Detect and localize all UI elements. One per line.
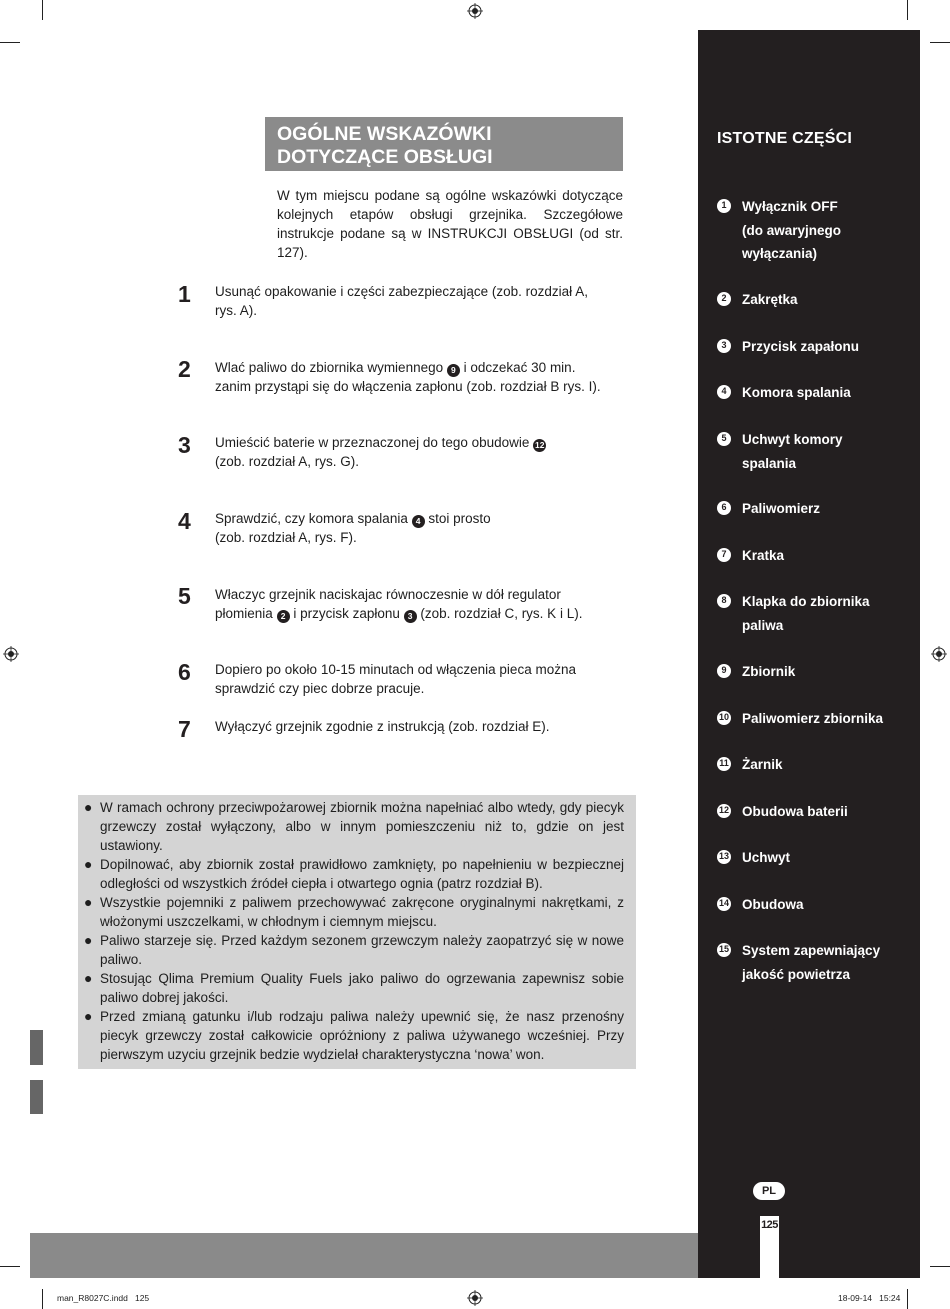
list-item [84, 1007, 624, 1064]
part-label-line: paliwa [742, 617, 784, 633]
page-title [265, 117, 623, 171]
step-line-text: stoi prosto [428, 511, 491, 526]
step-line-text: Sprawdzić, czy komora spalania [215, 511, 408, 526]
part-label [742, 335, 859, 359]
part-label-line: System zapewniający [742, 943, 881, 958]
step-line-text: Umieścić baterie w przeznaczonej do tego obudowie [215, 435, 530, 450]
sidebar-part-item [717, 381, 917, 405]
crop-mark [930, 42, 950, 43]
crop-mark [0, 1266, 20, 1267]
step-line: Usunąć opakowanie i części zabezpieczające (zob. rozdział A, [215, 284, 588, 299]
part-number-icon: 12 [717, 804, 731, 818]
sidebar-part-item [717, 707, 917, 731]
step-line-text: płomienia [215, 606, 273, 621]
note-text: Przed zmianą gatunku i/lub rodzaju paliwa należy upewnić się, że nasz przenośny piecyk grzewczy został całkowicie opróżniony z paliwa używanego wcześniej. Przy pierwszym uzyciu grzejnik bedzie wydzielał charakterystyczna ‘nowa’ won. [100, 1009, 624, 1062]
part-number-icon: 2 [717, 292, 731, 306]
part-label-line: Przycisk zapałonu [742, 339, 860, 354]
part-label [742, 195, 841, 266]
bullet-icon: ● [84, 932, 93, 948]
part-number-icon: 7 [717, 548, 731, 562]
part-label [742, 893, 804, 917]
step-line-text: i odczekać 30 min. [463, 360, 576, 375]
part-label-line: spalania [742, 455, 797, 471]
side-tab-marker [30, 1080, 43, 1114]
sidebar-part-item [717, 939, 917, 986]
part-label-line: Obudowa [742, 897, 804, 912]
crop-mark [930, 1266, 950, 1267]
part-label-line: jakość powietrza [742, 966, 851, 982]
crop-mark [907, 1289, 908, 1309]
step-text [215, 509, 625, 547]
sidebar-part-item [717, 753, 917, 777]
step-number: 4 [178, 508, 191, 534]
part-number-icon: 4 [717, 385, 731, 399]
part-label-line: Kratka [742, 548, 785, 563]
intro-paragraph: W tym miejscu podane są ogólne wskazówki dotyczące kolejnych etapów obsługi grzejnika. Szczegółowe instrukcje podane są w INSTRUKCJI OBSŁUGI (od str. 127). [277, 188, 623, 260]
crop-mark [0, 42, 20, 43]
step-line: (zob. rozdział A, rys. G). [215, 454, 360, 469]
part-label-line: Paliwomierz zbiornika [742, 711, 884, 726]
registration-mark-icon [3, 646, 19, 662]
step-line: zanim przystąpi się do włączenia zapłonu (zob. rozdział B rys. I). [215, 379, 601, 394]
safety-notes-list [78, 795, 636, 1064]
sidebar-title: ISTOTNE CZĘŚCI [717, 130, 852, 147]
part-reference-icon: 2 [277, 610, 290, 623]
bullet-icon: ● [84, 1008, 93, 1024]
step-line-text: (zob. rozdział C, rys. K i L). [420, 606, 583, 621]
step-text [215, 433, 625, 471]
part-number-icon: 6 [717, 501, 731, 515]
part-number-icon: 9 [717, 664, 731, 678]
step-line: Wyłączyć grzejnik zgodnie z instrukcją (zob. rozdział E). [215, 719, 550, 734]
step-number: 5 [178, 583, 191, 609]
part-reference-icon: 12 [534, 440, 545, 450]
sidebar-part-item [717, 660, 917, 684]
crop-mark [42, 1289, 43, 1309]
step-number: 6 [178, 659, 191, 685]
sidebar-part-item [717, 893, 917, 917]
part-label-line: Zbiornik [742, 664, 796, 679]
list-item [84, 969, 624, 1007]
date-slug: 18-09-14 15:24 [838, 1293, 901, 1303]
step-number: 2 [178, 356, 191, 382]
step-line: Właczyc grzejnik naciskajac równoczesnie w dół regulator [215, 587, 561, 602]
step-line-text: Wlać paliwo do zbiornika wymiennego [215, 360, 444, 375]
step-line-text: i przycisk zapłonu [293, 606, 400, 621]
step-number: 3 [178, 432, 191, 458]
part-label [742, 544, 784, 568]
registration-mark-icon [931, 646, 947, 662]
sidebar-part-item [717, 800, 917, 824]
list-item [84, 798, 624, 855]
part-number-icon: 1 [717, 199, 731, 213]
file-slug: man_R8027C.indd 125 [57, 1293, 150, 1303]
part-label [742, 590, 870, 637]
step-line [215, 509, 625, 528]
step-line [215, 433, 625, 452]
part-label [742, 939, 880, 986]
part-number-icon: 15 [717, 943, 731, 957]
part-label [742, 660, 795, 684]
part-label-line: Paliwomierz [742, 501, 821, 516]
page-title-line: OGÓLNE WSKAZÓWKI [277, 123, 492, 145]
part-label-line: Obudowa baterii [742, 804, 848, 819]
part-number-icon: 3 [717, 339, 731, 353]
note-text: W ramach ochrony przeciwpożarowej zbiornik można napełniać albo wtedy, gdy piecyk grzewczy został wyłączony, albo w innym pomieszczeniu niż to, gdzie on jest ustawiony. [100, 800, 624, 853]
part-number-icon: 14 [717, 897, 731, 911]
page-number: 125 [761, 1219, 778, 1231]
step-text [215, 282, 625, 320]
sidebar-part-item [717, 846, 917, 870]
sidebar-part-item [717, 195, 917, 266]
note-text: Dopilnować, aby zbiornik został prawidłowo zamknięty, po napełnieniu w bezpiecznej odległości od wszystkich źródeł ciepła i otwartego ognia (patrz rozdział B). [100, 857, 624, 891]
step-line: sprawdzić czy piec dobrze pracuje. [215, 681, 425, 696]
part-number-icon: 11 [717, 757, 731, 771]
step-line [215, 358, 625, 377]
step-line [215, 604, 625, 623]
sidebar-part-item [717, 497, 917, 521]
step-text [215, 585, 625, 623]
part-number-icon: 5 [717, 432, 731, 446]
bullet-icon: ● [84, 894, 93, 910]
registration-mark-icon [467, 1290, 483, 1306]
note-text: Paliwo starzeje się. Przed każdym sezonem grzewczym należy zaopatrzyć się w nowe paliwo. [100, 933, 624, 967]
page-title-line: DOTYCZĄCE OBSŁUGI [277, 146, 493, 168]
crop-mark [907, 0, 908, 20]
bullet-icon: ● [84, 856, 93, 872]
part-label [742, 428, 843, 475]
list-item [84, 931, 624, 969]
footer-band [30, 1233, 698, 1278]
note-text: Stosując Qlima Premium Quality Fuels jako paliwo do ogrzewania zapewnisz sobie paliwo dobrej jakości. [100, 971, 624, 1005]
step-number: 7 [178, 716, 191, 742]
registration-mark-icon [467, 3, 483, 19]
side-tab-marker [30, 1030, 43, 1065]
part-number-icon: 8 [717, 594, 731, 608]
part-label [742, 846, 790, 870]
part-label-line: (do awaryjnego [742, 222, 842, 238]
part-label [742, 753, 783, 777]
part-label-line: Zakrętka [742, 292, 798, 307]
part-label [742, 497, 820, 521]
sidebar-part-item [717, 288, 917, 312]
part-label-line: Żarnik [742, 757, 783, 772]
part-number-icon: 10 [717, 711, 731, 725]
part-number-icon: 13 [717, 850, 731, 864]
step-text [215, 660, 625, 698]
note-text: Wszystkie pojemniki z paliwem przechowywać zakręcone oryginalnymi nakrętkami, z włożonymi uszczelkami, w chłodnym i ciemnym miejscu. [100, 895, 624, 929]
sidebar-part-item [717, 428, 917, 475]
part-reference-icon: 9 [447, 364, 460, 377]
part-label-line: Klapka do zbiornika [742, 594, 870, 609]
safety-notes-box [78, 795, 636, 1069]
list-item [84, 893, 624, 931]
part-label [742, 381, 851, 405]
crop-mark [42, 0, 43, 20]
part-reference-icon: 4 [412, 515, 425, 528]
part-label [742, 800, 848, 824]
sidebar-part-item [717, 590, 917, 637]
step-line: rys. A). [215, 303, 258, 318]
part-label [742, 288, 798, 312]
part-label-line: Komora spalania [742, 385, 851, 400]
part-label-line: wyłączania) [742, 246, 818, 261]
list-item [84, 855, 624, 893]
step-number: 1 [178, 281, 191, 307]
language-badge: PL [753, 1182, 785, 1200]
part-label-line: Uchwyt komory [742, 432, 843, 447]
step-line: Dopiero po około 10-15 minutach od włączenia pieca można [215, 662, 576, 677]
part-label-line: Wyłącznik OFF [742, 199, 838, 214]
bullet-icon: ● [84, 799, 93, 815]
bullet-icon: ● [84, 970, 93, 986]
part-label [742, 707, 883, 731]
step-text [215, 358, 625, 396]
sidebar-part-item [717, 335, 917, 359]
step-line: (zob. rozdział A, rys. F). [215, 530, 357, 545]
parts-sidebar [698, 30, 920, 1278]
part-reference-icon: 3 [404, 610, 417, 623]
sidebar-part-item [717, 544, 917, 568]
step-text [215, 717, 625, 736]
part-label-line: Uchwyt [742, 850, 791, 865]
